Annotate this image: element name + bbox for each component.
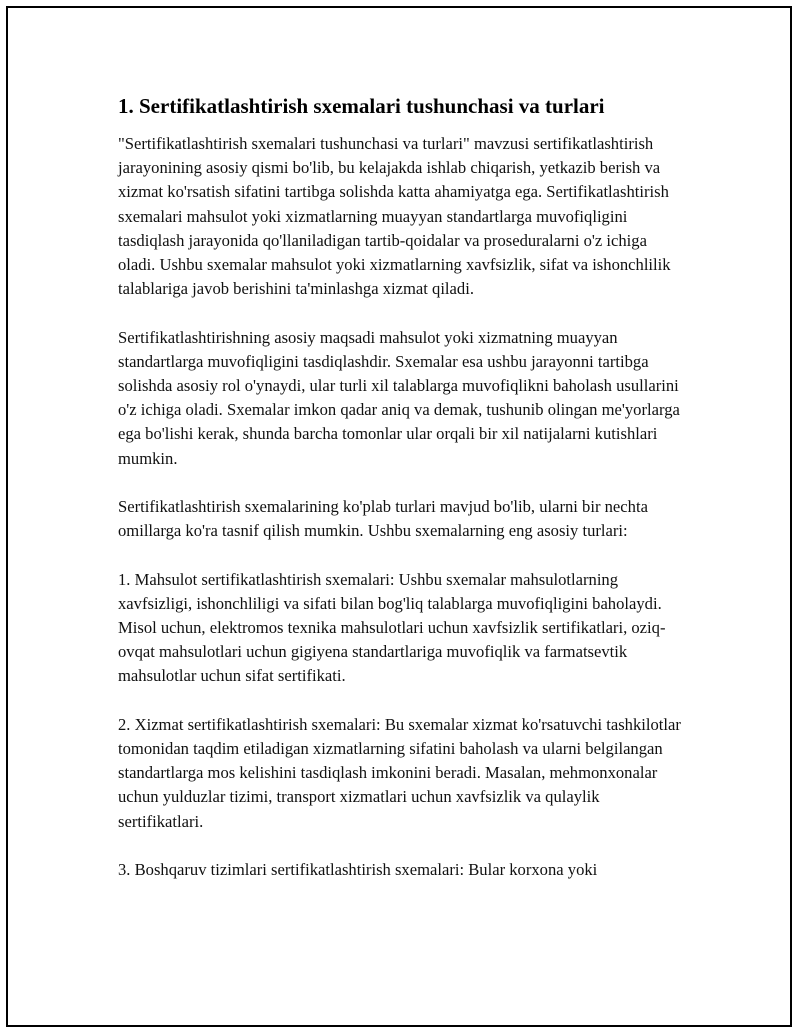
section-heading: 1. Sertifikatlashtirish sxemalari tushunchasi va turlari [118, 94, 605, 118]
paragraph-product-schemes: 1. Mahsulot sertifikatlashtirish sxemalari: Ushbu sxemalar mahsulotlarning xavfsizligi, ishonchliligi va sifati bilan bog'liq talablarga muvofiqligini baholaydi. Misol uchun, elektromos texnika mahsulotlari uchun xavfsizlik sertifikatlari, oziq-ovqat mahsulotlari uchun gigiyena standartlariga muvofiqlik va farmatsevtik mahsulotlar uchun sifat sertifikati. [118, 569, 666, 686]
paragraph-intro: "Sertifikatlashtirish sxemalari tushunchasi va turlari" mavzusi sertifikatlashtirish jarayonining asosiy qismi bo'lib, bu kelajakda ishlab chiqarish, yetkazib berish va xizmat ko'rsatish sifatini tartibga solishda katta ahamiyatga ega. Sertifikatlashtirish sxemalari mahsulot yoki xizmatlarning muayyan standartlarga muvofiqligini tasdiqlash jarayonida qo'llaniladigan tartib-qoidalar va proseduralarni o'z ichiga oladi. Ushbu sxemalar mahsulot yoki xizmatlarning xavfsizlik, sifat va ishonchlilik talablariga javob berishini ta'minlashga xizmat qiladi. [118, 134, 671, 299]
paragraph-purpose: Sertifikatlashtirishning asosiy maqsadi mahsulot yoki xizmatning muayyan standartlarga muvofiqligini tasdiqlashdir. Sxemalar esa ushbu jarayonni tartibga solishda asosiy rol o'ynaydi, ular turli xil talablarga muvofiqlikni baholash usullarini o'z ichiga oladi. Sxemalar imkon qadar aniq va demak, tushunib olingan me'yorlarga ega bo'lishi kerak, shunda barcha tomonlar ular orqali bir xil natijalarni kutishlari mumkin. [118, 327, 680, 468]
paragraph-service-schemes: 2. Xizmat sertifikatlashtirish sxemalari: Bu sxemalar xizmat ko'rsatuvchi tashkilotlar tomonidan taqdim etiladigan xizmatlarning sifatini baholash va ularni belgilangan standartlarga mos kelishini tasdiqlash imkonini beradi. Masalan, mehmonxonalar uchun yulduzlar tizimi, transport xizmatlari uchun xavfsizlik va qulaylik sertifikatlari. [118, 714, 681, 831]
document-body [118, 92, 688, 906]
paragraph-management-schemes: 3. Boshqaruv tizimlari sertifikatlashtirish sxemalari: Bular korxona yoki [118, 860, 598, 880]
paragraph-types-intro: Sertifikatlashtirish sxemalarining ko'plab turlari mavjud bo'lib, ularni bir nechta omillarga ko'ra tasnif qilish mumkin. Ushbu sxemalarning eng asosiy turlari: [118, 497, 648, 541]
